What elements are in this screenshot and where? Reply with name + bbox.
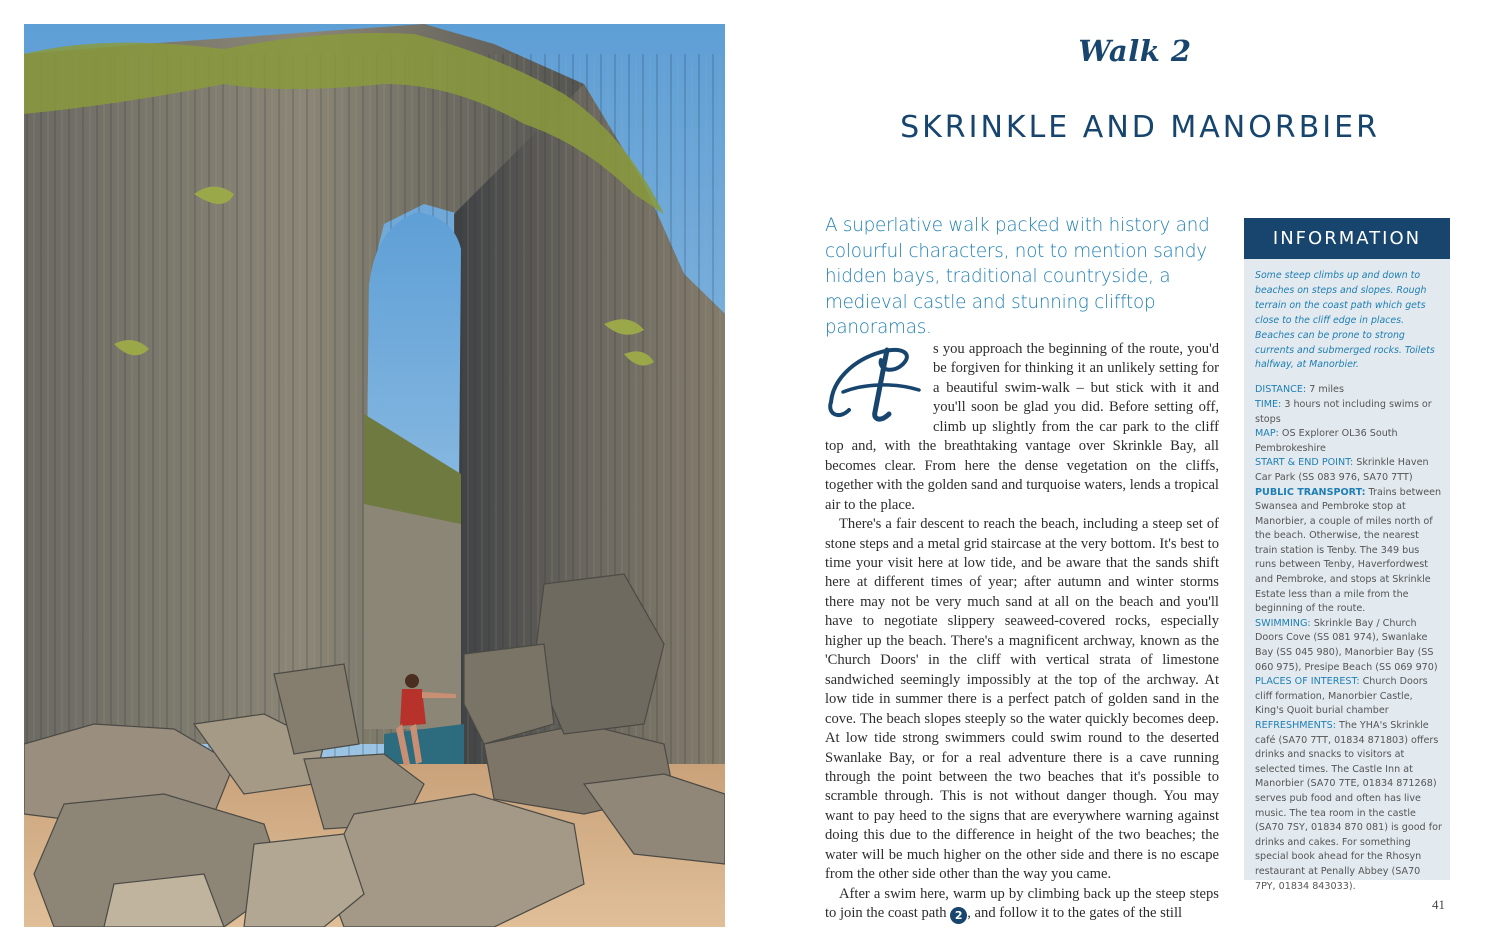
body-paragraph: A s you approach the beginning of the route, you'd be forgiven for thinking it an unlikely setting for a beautiful swim-walk – but stick with it and you'll soon be glad you did. Before setting off, climb up slightly from the car park to the cliff top and, with the breathtaking vantage over Skrinkle Bay, all becomes clear. From here the dense vegetation on the cliffs, together with the golden sand and turquoise waters, lends a tropical air to the place.: [823, 340, 1219, 513]
page-number: 41: [1432, 897, 1445, 912]
svg-text:A: A: [823, 340, 824, 341]
information-heading: INFORMATION: [1244, 218, 1450, 259]
sea-arch-photo: [24, 24, 725, 927]
information-item: [1255, 719, 1442, 894]
information-box: [1244, 218, 1450, 892]
body-paragraph: After a swim here, warm up by climbing back up the steep steps to join the coast path 2 , and follow it to the gates of the still: [825, 885, 1219, 923]
body-paragraph: There's a fair descent to reach the beach, including a steep set of stone steps and a metal grid staircase at the very bottom. It's best to time your visit here at low tide, and be aware that the sands shift here at different times of year; after autumn and winter storms there may not be very much sand at all on the beach and you'll have to negotiate slippery seaweed-covered rocks, especially higher up the beach. There's a magnificent archway, known as the 'Church Doors' in the cliff with vertical strata of limestone sandwiched seemingly impossibly at the top of the archway. At low tide in summer there is a perfect patch of golden sand in the cove. The beach slopes steeply so the water quickly becomes deep. At low tide strong swimmers could swim round to the deserted Swanlake Bay, or for a real adventure there is a cave running through the point between the two beaches that it's possible to scramble through. This is not without danger though. You may want to pay heed to the signs that are everywhere warning against doing this due to the difference in height of the two beaches; the water will be much higher on the other side and there is no escape from the other side other than the way you came.: [825, 516, 1219, 883]
information-item-label: DISTANCE:: [1255, 384, 1307, 396]
information-item-label: MAP:: [1255, 428, 1279, 440]
dropcap-letter: [823, 340, 929, 424]
information-item-label: REFRESHMENTS:: [1255, 720, 1336, 731]
information-item-label: SWIMMING:: [1255, 617, 1311, 629]
sea-arch-photo-icon: [24, 24, 725, 927]
information-item-value: 3 hours not including swims or stops: [1255, 398, 1432, 425]
information-item-value: Trains between Swansea and Pembroke stop at Manorbier, a couple of miles north of the beach. Otherwise, the nearest train station is Tenby. The 349 bus runs between Tenby, Haverfordwest and Pembroke, and stops at Skrinkle Estate less than a mile from the beginning of the route.: [1255, 486, 1442, 615]
route-marker-badge: 2: [950, 907, 967, 924]
information-item: [1255, 456, 1442, 485]
information-list: [1255, 383, 1442, 894]
intro-paragraph: A superlative walk packed with history and colourful characters, not to mention sandy hidden bays, traditional countryside, a medieval castle and stunning clifftop panoramas.: [825, 215, 1210, 338]
information-note: Some steep climbs up and down to beaches on steps and slopes. Rough terrain on the coast path which gets close to the cliff edge in places. Beaches can be prone to strong currents and submerged rocks. Toilets halfway, at Manorbier.: [1255, 270, 1435, 371]
information-item: [1255, 617, 1442, 675]
information-item-label: TIME:: [1255, 398, 1282, 410]
information-item: [1255, 398, 1442, 427]
body-text: [825, 340, 1219, 924]
information-item-label: PLACES OF INTEREST:: [1255, 676, 1360, 688]
information-item-value: The YHA's Skrinkle café (SA70 7TT, 01834 871803) offers drinks and snacks to visitors at selected times. The Castle Inn at Manorbier (SA70 7TE, 01834 871268) serves pub food and often has live music. The tea room in the castle (SA70 7SY, 01834 870 081) is good for drinks and cakes. For something special book ahead for the Rhosyn restaurant at Penally Abbey (SA70 7PY, 01834 843033).: [1255, 720, 1442, 892]
information-item-label: PUBLIC TRANSPORT:: [1255, 486, 1366, 498]
information-item-value: OS Explorer OL36 South Pembrokeshire: [1255, 428, 1398, 454]
information-item-value: 7 miles: [1306, 384, 1344, 396]
information-item: [1255, 486, 1442, 617]
information-item: [1255, 383, 1442, 398]
information-item: [1255, 675, 1442, 719]
information-item: [1255, 427, 1442, 456]
information-item-value: Church Doors cliff formation, Manorbier Castle, King's Quoit burial chamber: [1255, 676, 1428, 717]
page-title: SKRINKLE AND MANORBIER: [900, 110, 1380, 145]
walk-number: Walk 2: [1078, 34, 1192, 68]
information-item-value: Skrinkle Haven Car Park (SS 083 976, SA70 7TT): [1255, 457, 1429, 483]
information-item-label: START & END POINT:: [1255, 457, 1354, 469]
information-item-value: Skrinkle Bay / Church Doors Cove (SS 081 974), Swanlake Bay (SS 045 980), Manorbier Bay (SS 060 975), Presipe Beach (SS 069 970): [1255, 617, 1438, 673]
